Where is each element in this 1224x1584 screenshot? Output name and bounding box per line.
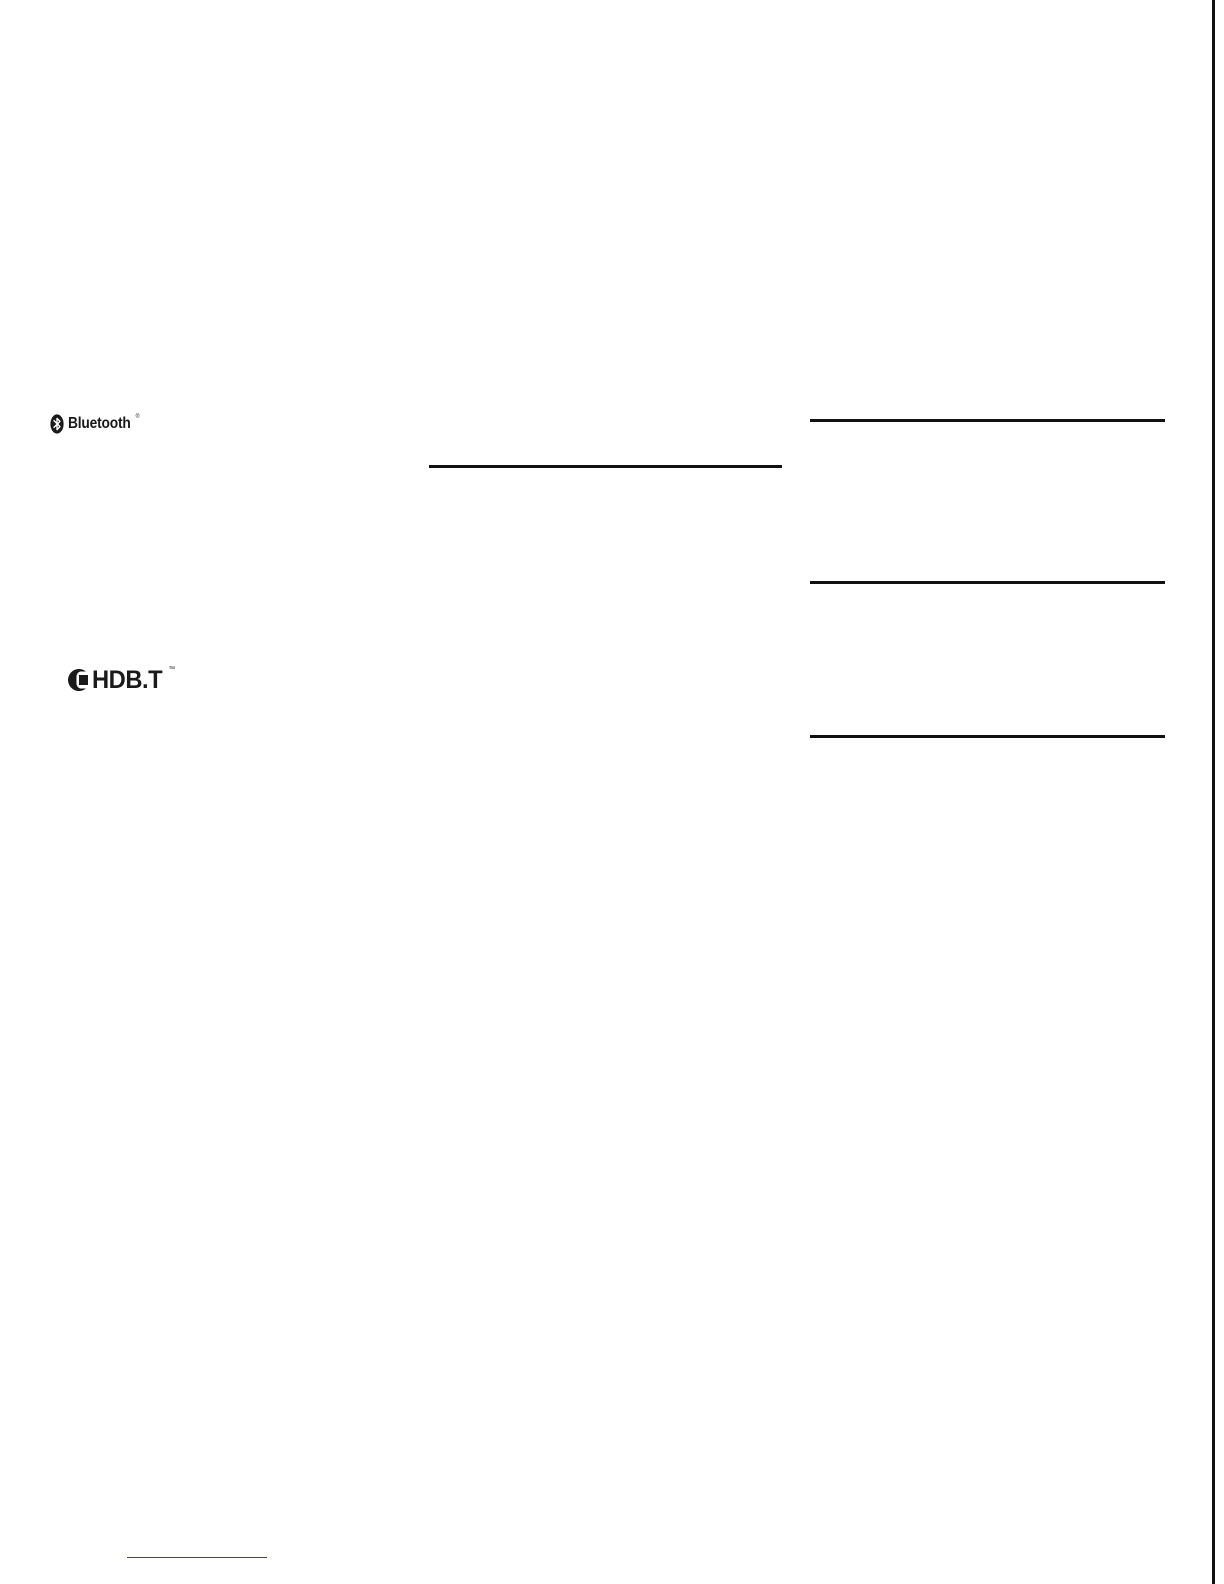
right-column-rule-1: [810, 419, 1165, 422]
hdbaset-wordmark: HDB.T ™: [92, 665, 175, 694]
middle-column-rule: [429, 465, 782, 468]
page-edge-line: [1212, 0, 1215, 1584]
hdbaset-logo: [64, 665, 175, 694]
hdbaset-icon: [64, 667, 90, 693]
trademark-mark: ™: [168, 665, 175, 673]
bluetooth-icon: [50, 414, 64, 434]
right-column-rule-3: [810, 735, 1165, 738]
right-column-rule-2: [810, 581, 1165, 584]
bluetooth-wordmark: Bluetooth ®: [68, 414, 140, 432]
bluetooth-logo: [50, 413, 141, 435]
registered-mark: ®: [135, 414, 140, 420]
footer-link-underline[interactable]: [127, 1557, 267, 1558]
